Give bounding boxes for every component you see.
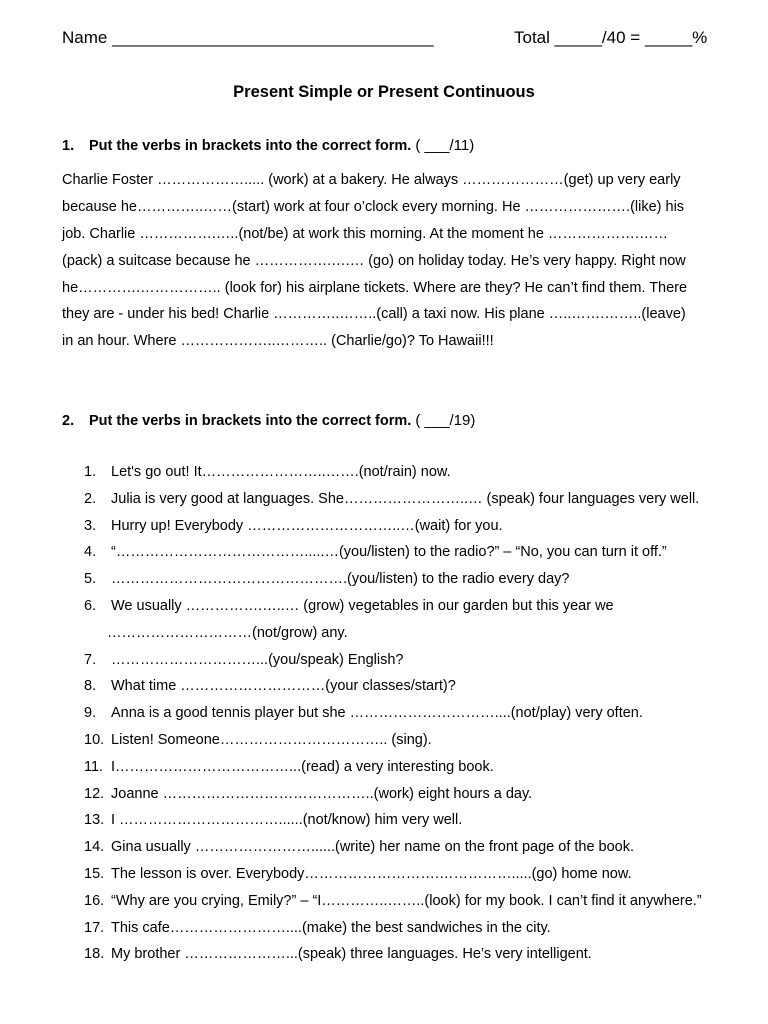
- exercise-item: [84, 647, 702, 674]
- exercise-number: 2.: [84, 490, 97, 507]
- exercise-item: [84, 727, 702, 754]
- exercise-item: [84, 888, 702, 915]
- exercise-item: [84, 834, 702, 861]
- exercise-text: Joanne ……………………………………..(work) eight hours a day.: [111, 785, 533, 802]
- exercise-item: [84, 486, 702, 513]
- section-1-heading: [62, 137, 474, 154]
- section-2-instruction: Put the verbs in brackets into the correct form.: [89, 413, 412, 429]
- paragraph-line: job. Charlie …………….…..(not/be) at work this morning. At the moment he ……………….……: [62, 225, 668, 242]
- exercise-item: [84, 566, 702, 593]
- exercise-text: Let's go out! It……………………..…….(not/rain) now.: [111, 464, 451, 480]
- section-1-instruction: Put the verbs in brackets into the correct form.: [89, 138, 412, 154]
- exercise-item: [84, 754, 702, 781]
- paragraph-line: in an hour. Where ………………..……….. (Charlie/go)? To Hawaii!!!: [62, 333, 494, 350]
- exercise-number: 12.: [84, 785, 105, 802]
- exercise-item: [84, 673, 702, 700]
- exercise-item: [84, 700, 702, 727]
- exercise-item: [84, 513, 702, 540]
- exercise-text: “………………………………….....…(you/listen) to the radio?” – “No, you can turn it off.”: [111, 544, 667, 561]
- exercise-number: 13.: [84, 812, 105, 829]
- name-field-line: Name __________________________________: [62, 28, 434, 47]
- exercise-number: 16.: [84, 892, 105, 909]
- exercise-number: 14.: [84, 839, 105, 856]
- section-2-score: ( ___/19): [415, 412, 476, 429]
- paragraph-line: Charlie Foster ………………..... (work) at a bakery. He always …………………(get) up very early: [62, 172, 681, 188]
- exercise-number: 11.: [84, 758, 104, 775]
- exercise-text: We usually …………….…..… (grow) vegetables in our garden but this year we: [111, 597, 614, 614]
- paragraph-line: (pack) a suitcase because he …………….….… (go) on holiday today. He’s very happy. Right now: [62, 252, 686, 269]
- section-2-heading: [62, 412, 475, 429]
- paragraph-line: they are - under his bed! Charlie …………..……..(call) a taxi now. His plane …..…….……..(leave): [62, 306, 686, 323]
- exercise-item: [84, 620, 702, 647]
- exercise-text: I ……………………………......(not/know) him very well.: [111, 812, 463, 829]
- section-1-paragraph: [62, 167, 687, 355]
- section-1-number: 1.: [62, 138, 75, 154]
- exercise-text: The lesson is over. Everybody……………………….…………….....(go) home now.: [111, 865, 632, 882]
- exercise-item: [84, 593, 702, 620]
- paragraph-line: because he…………..……(start) work at four o’clock every morning. He ………………….(like) his: [62, 198, 685, 215]
- exercise-text: Gina usually ……………………......(write) her name on the front page of the book.: [111, 839, 635, 856]
- section-2-number: 2.: [62, 413, 75, 429]
- exercise-item: [84, 459, 702, 486]
- exercise-number: 1.: [84, 464, 97, 480]
- exercise-item: [84, 861, 702, 888]
- exercise-text: Hurry up! Everybody …………………………..…(wait) for you.: [111, 517, 503, 534]
- exercise-number: 18.: [84, 946, 105, 963]
- exercise-item: [84, 781, 702, 808]
- exercise-number: 5.: [84, 571, 97, 588]
- exercise-text: My brother …………………...(speak) three languages. He’s very intelligent.: [111, 946, 592, 963]
- exercise-number: 6.: [84, 597, 97, 614]
- exercise-list: [84, 459, 702, 968]
- exercise-item: [84, 941, 702, 968]
- section-1-score: ( ___/11): [415, 137, 475, 154]
- exercise-text: I………………………………...(read) a very interesting book.: [111, 758, 494, 775]
- exercise-number: 10.: [84, 731, 105, 748]
- exercise-text: ………………………………………….(you/listen) to the radio every day?: [111, 571, 570, 588]
- exercise-text: …………………………...(you/speak) English?: [111, 651, 404, 668]
- exercise-item: [84, 539, 702, 566]
- exercise-text: What time …………………………(your classes/start)?: [111, 678, 456, 695]
- exercise-number: 4.: [84, 544, 97, 561]
- exercise-number: 9.: [84, 705, 97, 722]
- exercise-text: “Why are you crying, Emily?” – “I…………..……..(look) for my book. I can’t find it anywhere.”: [111, 892, 702, 909]
- paragraph-line: he………….…………….. (look for) his airplane tickets. Where are they? He can’t find them. There: [62, 279, 688, 296]
- exercise-number: 3.: [84, 517, 97, 534]
- exercise-item: [84, 807, 702, 834]
- exercise-number: 17.: [84, 919, 105, 936]
- exercise-text: Anna is a good tennis player but she …………………………....(not/play) very often.: [111, 705, 643, 722]
- exercise-number: 15.: [84, 865, 105, 882]
- exercise-text: Listen! Someone…………………………….. (sing).: [111, 731, 432, 748]
- exercise-text: …………………………(not/grow) any.: [107, 624, 348, 641]
- worksheet-title: Present Simple or Present Continuous: [233, 83, 535, 101]
- exercise-number: 8.: [84, 678, 97, 695]
- exercise-text: Julia is very good at languages. She……………………..… (speak) four languages very well.: [111, 490, 700, 507]
- exercise-number: 7.: [84, 651, 97, 668]
- exercise-item: [84, 915, 702, 942]
- total-score-line: Total _____/40 = _____%: [514, 28, 708, 47]
- exercise-text: This cafe……………………....(make) the best sandwiches in the city.: [111, 919, 551, 936]
